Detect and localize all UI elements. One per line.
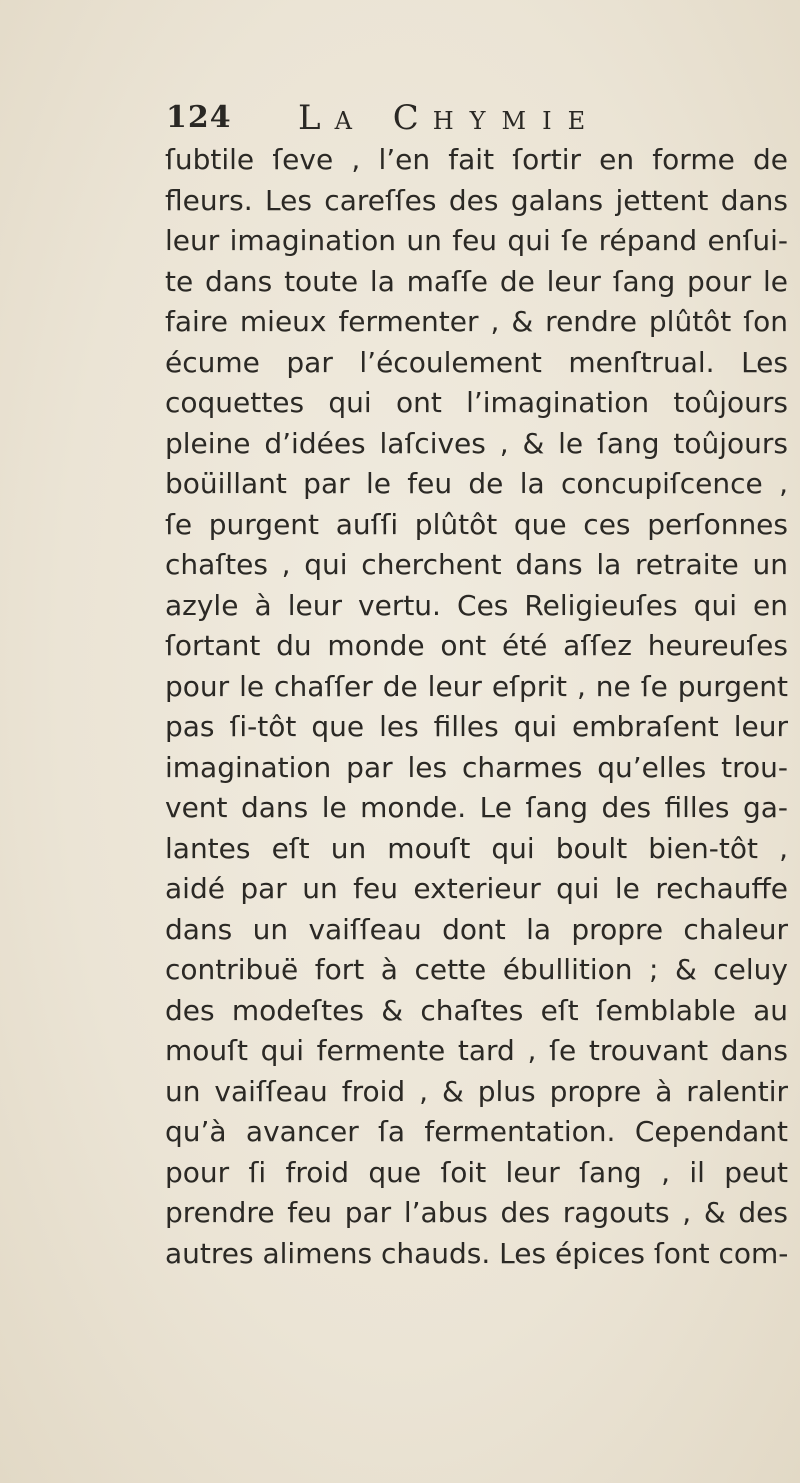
text-line: lantes eſt un mouſt qui boult bien-tôt , (165, 831, 788, 865)
text-line: fleurs. Les careſſes des galans jettent dans (165, 183, 788, 217)
title-word1-rest: A (334, 107, 368, 135)
text-line: un vaiſſeau froid , & plus propre à ralentir (165, 1074, 788, 1108)
text-line: chaſtes , qui cherchent dans la retraite un (165, 548, 788, 581)
text-line: des modeſtes & chaſtes eſt ſemblable au (165, 993, 788, 1027)
text-line: autres alimens chauds. Les épices ſont com- (165, 1236, 788, 1270)
text-line: pas ſi-tôt que les filles qui embraſent leur (165, 710, 788, 743)
text-line: ſubtile ſeve , l’en fait ſortir en forme de (165, 143, 788, 176)
text-line: faire mieux fermenter , & rendre plûtôt ſon (165, 305, 788, 338)
text-line: qu’à avancer ſa fermentation. Cependant (165, 1115, 788, 1148)
text-line: prendre feu par l’abus des ragouts , & des (165, 1196, 788, 1229)
body-text (165, 140, 788, 1274)
text-line: pour le chaſſer de leur eſprit , ne ſe purgent (165, 669, 788, 703)
page-number: 124 (166, 100, 232, 135)
text-line: ſe purgent auſſi plûtôt que ces perſonnes (165, 507, 788, 541)
text-line: coquettes qui ont l’imagination toûjours (165, 386, 788, 419)
text-line: vent dans le monde. Le ſang des filles ga- (165, 791, 788, 824)
text-line: ſortant du monde ont été aſſez heureuſes (165, 629, 788, 662)
text-line: contribuë fort à cette ébullition ; & celuy (165, 953, 788, 986)
text-line: boüillant par le feu de la concupiſcence , (165, 467, 788, 500)
running-title (298, 98, 601, 138)
text-line: azyle à leur vertu. Ces Religieuſes qui en (165, 588, 788, 622)
text-line: leur imagination un feu qui ſe répand enſui- (165, 224, 788, 257)
text-line: imagination par les charmes qu’elles trou- (165, 750, 788, 784)
text-line: pour ſi froid que ſoit leur ſang , il peut (165, 1155, 788, 1189)
text-line: dans un vaiſſeau dont la propre chaleur (165, 912, 788, 946)
text-line: écume par l’écoulement menſtrual. Les (165, 345, 788, 379)
title-word2-rest: HYMIE (432, 107, 602, 135)
text-line: pleine d’idées laſcives , & le ſang toûjours (165, 426, 788, 460)
text-line: aidé par un feu exterieur qui le rechauffe (165, 872, 788, 905)
running-header (166, 98, 686, 142)
text-line: te dans toute la maſſe de leur ſang pour le (165, 264, 788, 298)
title-second-letter: C (392, 98, 433, 138)
title-first-letter: L (298, 98, 335, 138)
text-line: mouſt qui fermente tard , ſe trouvant dans (165, 1034, 788, 1067)
